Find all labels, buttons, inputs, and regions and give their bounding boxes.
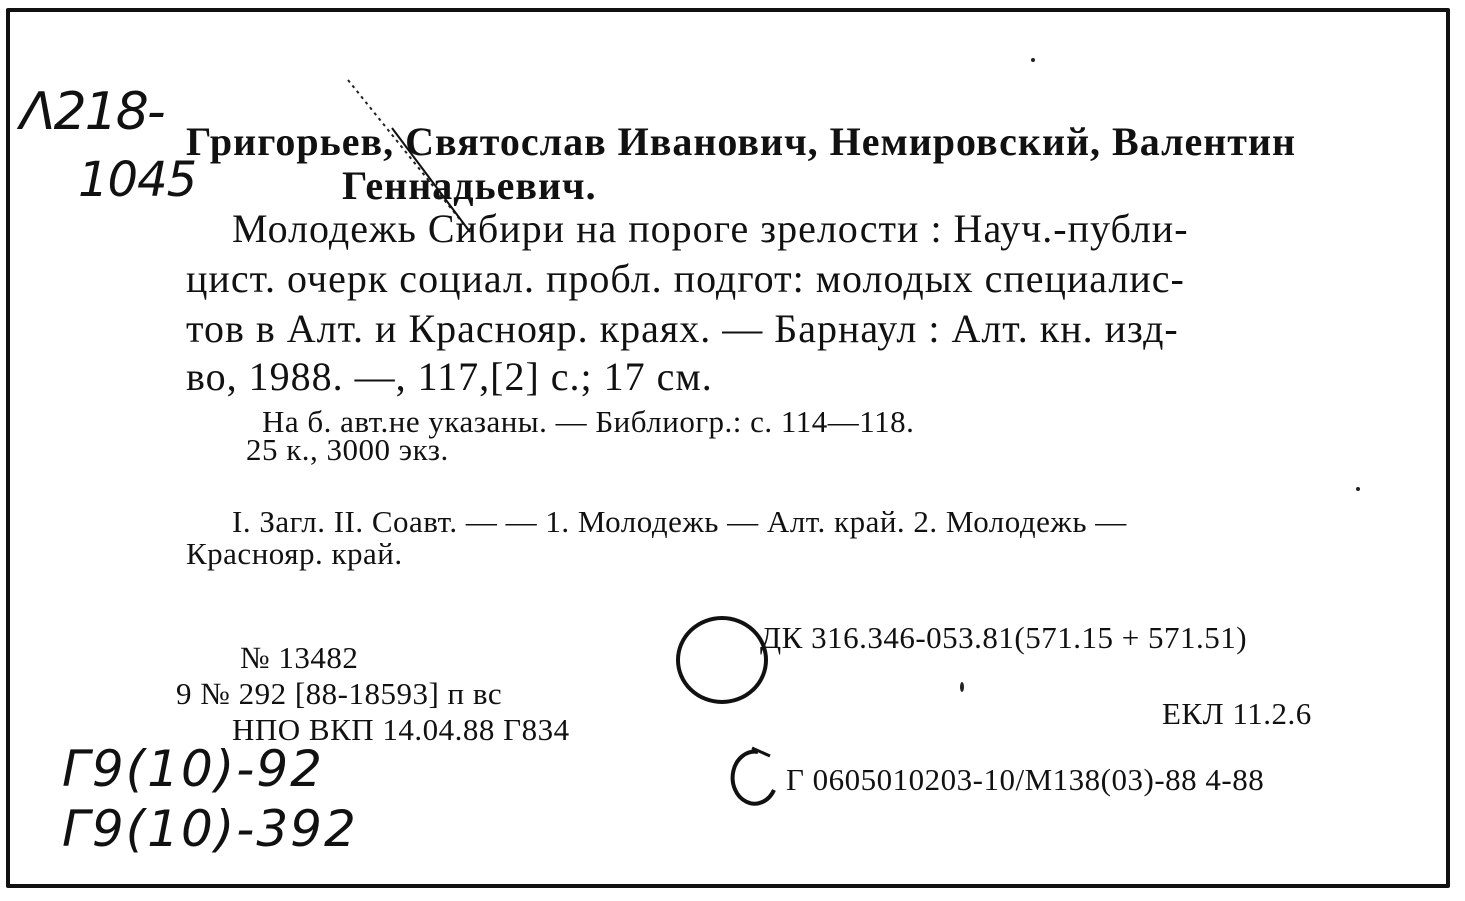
title-line-1: Молодежь Сибири на пороге зрелости : Науч.-публи- <box>232 206 1189 251</box>
stamp-circle <box>678 618 766 702</box>
handwritten-class-2: Г9(10)-392 <box>62 800 358 858</box>
publisher-code: Г 0605010203-10/М138(03)-88 4-88 <box>786 762 1265 797</box>
title-line-3: тов в Алт. и Краснояр. краях. — Барнаул : Алт. кн. изд- <box>186 306 1179 351</box>
ekl-code: ЕКЛ 11.2.6 <box>1162 696 1312 731</box>
notes-line-2: 25 к., 3000 экз. <box>246 432 449 467</box>
udc-code: ДК 316.346-053.81(571.15 + 571.51) <box>760 620 1248 655</box>
speck <box>1356 487 1360 491</box>
item-number: № 13482 <box>240 640 359 675</box>
tracings-line-1: I. Загл. II. Соавт. — — 1. Молодежь — Алт. край. 2. Молодежь — <box>232 504 1127 539</box>
author-heading: Григорьев, Святослав Иванович, Немировский, Валентин <box>186 119 1297 164</box>
handwritten-class-1: Г9(10)-92 <box>62 740 324 798</box>
call-number-line2: 1045 <box>78 152 197 208</box>
call-number-line1: Λ218- <box>20 82 164 142</box>
printing-info: НПО ВКП 14.04.88 Г834 <box>232 712 570 747</box>
tracings-line-2: Краснояр. край. <box>186 536 403 571</box>
order-number: 9 № 292 [88-18593] п вс <box>176 676 503 711</box>
notes-line-1: На б. авт.не указаны. — Библиогр.: с. 114—118. <box>262 404 915 439</box>
speck <box>1031 58 1035 62</box>
title-line-4: во, 1988. —, 117,[2] с.; 17 см. <box>186 354 713 399</box>
copyright-mark <box>733 752 774 804</box>
title-line-2: цист. очерк социал. пробл. подгот: молодых специалис- <box>186 256 1185 301</box>
speck <box>960 682 964 692</box>
author-heading-cont: Геннадьевич. <box>342 163 597 208</box>
